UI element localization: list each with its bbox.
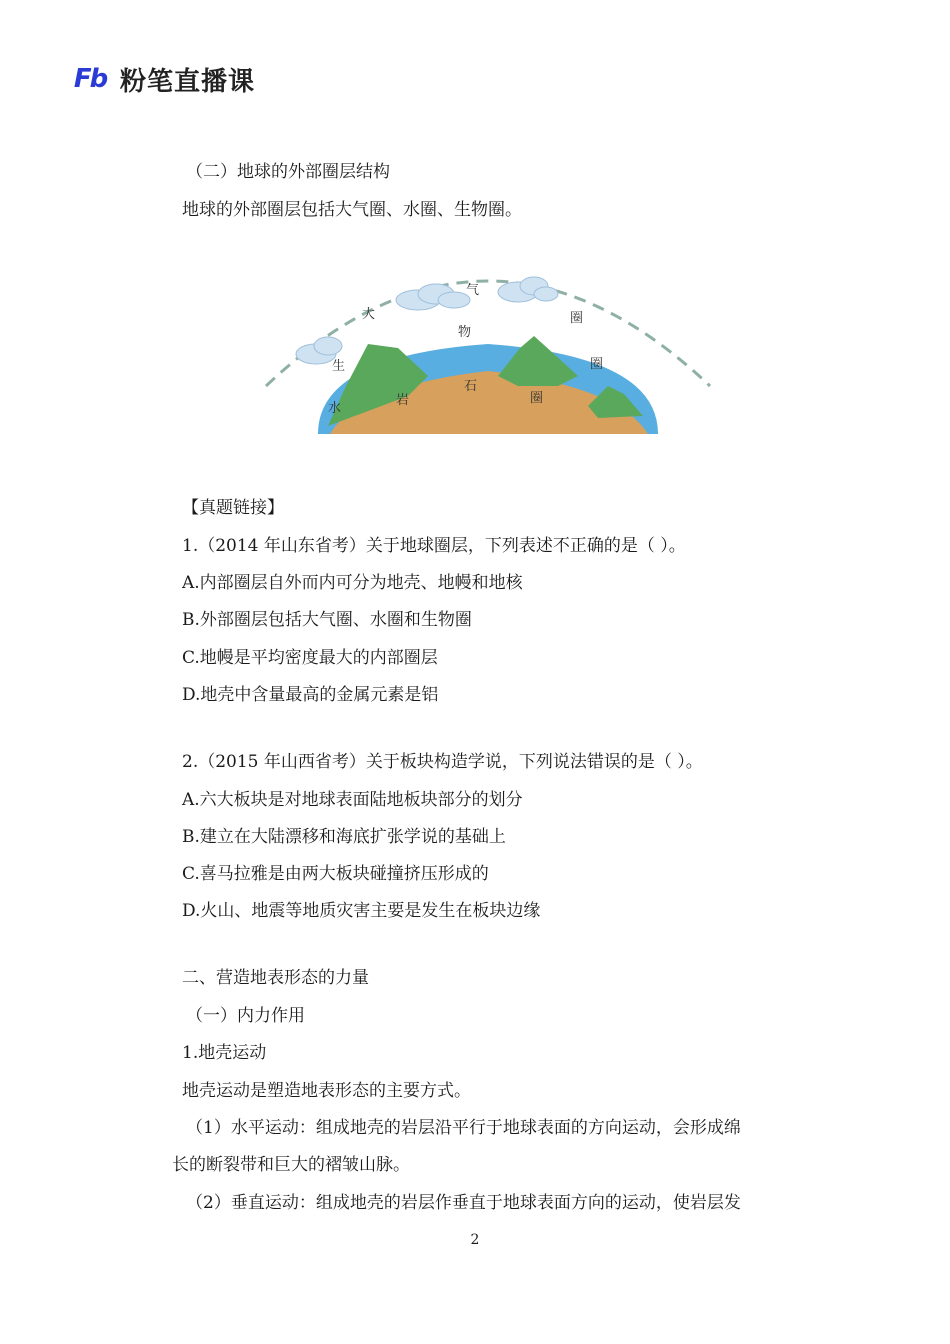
label-qi: 气 bbox=[466, 283, 480, 298]
section-outer-title: （二）地球的外部圈层结构 bbox=[186, 162, 390, 182]
q2-stem: 2.（2015 年山西省考）关于板块构造学说，下列说法错误的是（ ）。 bbox=[182, 752, 703, 772]
q2-option-a: A.六大板块是对地球表面陆地板块部分的划分 bbox=[182, 790, 523, 810]
section-force-desc: 地壳运动是塑造地表形态的主要方式。 bbox=[182, 1081, 471, 1101]
label-da: 大 bbox=[362, 307, 376, 322]
q2-option-d: D.火山、地震等地质灾害主要是发生在板块边缘 bbox=[182, 901, 541, 921]
section-force-sub: （一）内力作用 bbox=[186, 1006, 305, 1026]
paragraph-2-line-1: （2）垂直运动：组成地壳的岩层作垂直于地球表面方向的运动，使岩层发 bbox=[186, 1193, 741, 1213]
paragraph-1-line-1: （1）水平运动：组成地壳的岩层沿平行于地球表面的方向运动，会形成绵 bbox=[186, 1118, 741, 1138]
q2-option-c: C.喜马拉雅是由两大板块碰撞挤压形成的 bbox=[182, 864, 489, 884]
q1-option-d: D.地壳中含量最高的金属元素是铝 bbox=[182, 685, 439, 705]
q2-option-b: B.建立在大陆漂移和海底扩张学说的基础上 bbox=[182, 827, 506, 847]
cloud-middle bbox=[396, 284, 470, 310]
section-force-item: 1.地壳运动 bbox=[182, 1043, 267, 1063]
section-outer-desc: 地球的外部圈层包括大气圈、水圈、生物圈。 bbox=[182, 200, 522, 220]
page-number: 2 bbox=[470, 1232, 480, 1248]
paragraph-1-line-2: 长的断裂带和巨大的褶皱山脉。 bbox=[172, 1155, 410, 1175]
exam-heading: 【真题链接】 bbox=[182, 498, 284, 518]
label-sheng: 生 bbox=[332, 359, 346, 374]
label-wu: 物 bbox=[458, 325, 472, 340]
brand-logo bbox=[68, 62, 255, 96]
q1-option-c: C.地幔是平均密度最大的内部圈层 bbox=[182, 648, 438, 668]
label-quan-2: 圈 bbox=[590, 357, 604, 372]
q1-stem: 1.（2014 年山东省考）关于地球圈层，下列表述不正确的是（ ）。 bbox=[182, 536, 686, 556]
q1-option-a: A.内部圈层自外而内可分为地壳、地幔和地核 bbox=[182, 573, 523, 593]
label-yan: 岩 bbox=[396, 393, 410, 408]
label-quan-1: 圈 bbox=[570, 311, 584, 326]
label-quan-3: 圈 bbox=[530, 391, 544, 406]
label-shui: 水 bbox=[328, 401, 342, 416]
logo-text: 粉笔直播课 bbox=[120, 66, 256, 97]
label-shi: 石 bbox=[464, 379, 478, 394]
logo-icon: Fb bbox=[73, 64, 107, 94]
section-force-title: 二、营造地表形态的力量 bbox=[182, 968, 369, 988]
q1-option-b: B.外部圈层包括大气圈、水圈和生物圈 bbox=[182, 610, 472, 630]
earth-spheres-diagram bbox=[258, 236, 718, 438]
